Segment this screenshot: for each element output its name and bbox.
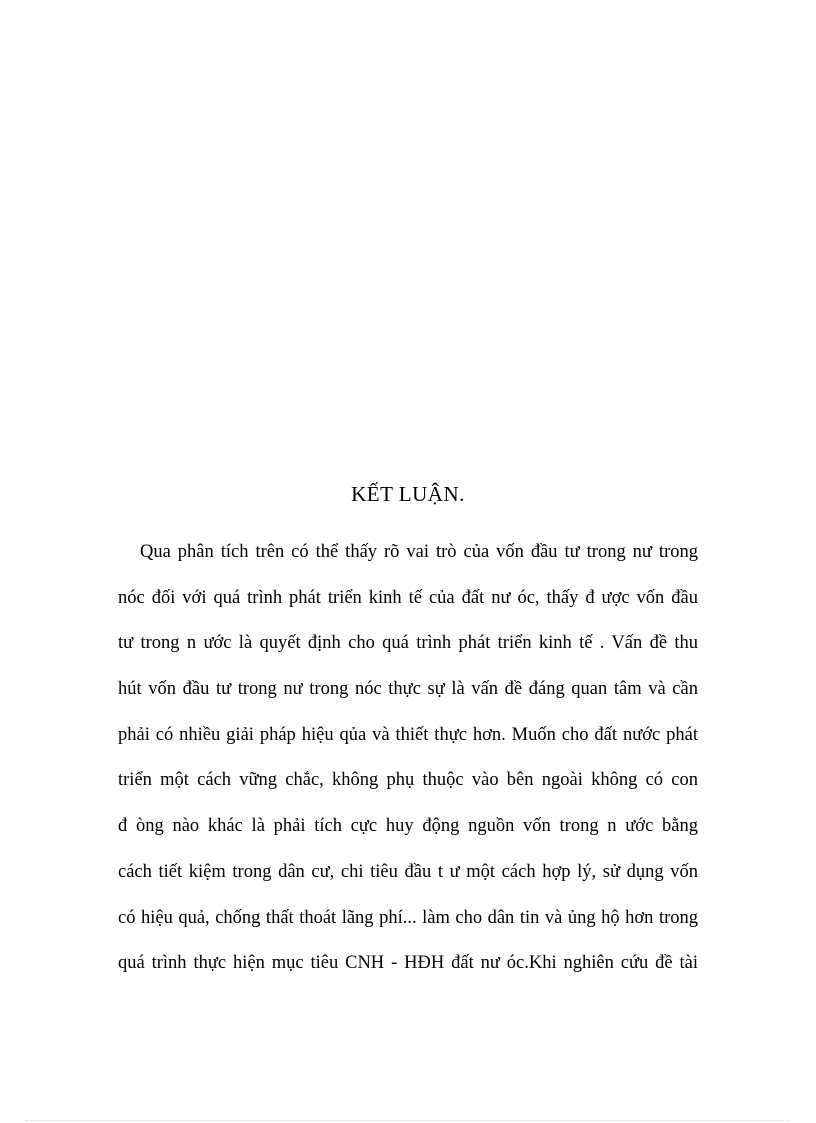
paragraph-line: đ òng nào khác là phải tích cực huy động nguồn vốn trong n ước bằng: [118, 816, 698, 837]
paragraph-line: triển một cách vững chắc, không phụ thuộc vào bên ngoài không có con: [118, 770, 698, 791]
paragraph-line: phải có nhiều giải pháp hiệu qủa và thiết thực hơn. Muốn cho đất nước phát: [118, 724, 698, 745]
paragraph-line: hút vốn đầu tư trong nư trong nóc thực sự là vấn đề đáng quan tâm và cần: [118, 679, 698, 700]
paragraph-line: nóc đối với quá trình phát triển kinh tế của đất nư óc, thấy đ ược vốn đầu: [118, 587, 698, 608]
page-bottom-divider: [26, 1120, 790, 1121]
page-title: KẾT LUẬN.: [351, 482, 465, 506]
paragraph-line: tư trong n ước là quyết định cho quá trình phát triển kinh tế . Vấn đề thu: [118, 633, 698, 654]
paragraph-line: Qua phân tích trên có thể thấy rõ vai trò của vốn đầu tư trong nư trong: [140, 542, 698, 562]
paragraph-line: có hiệu quả, chống thất thoát lãng phí... làm cho dân tin và ủng hộ hơn trong: [118, 907, 698, 928]
conclusion-paragraph: [118, 538, 698, 995]
paragraph-line: quá trình thực hiện mục tiêu CNH - HĐH đất nư óc.Khi nghiên cứu đề tài: [118, 953, 698, 974]
paragraph-line: cách tiết kiệm trong dân cư, chi tiêu đầu t ư một cách hợp lý, sử dụng vốn: [118, 861, 698, 882]
